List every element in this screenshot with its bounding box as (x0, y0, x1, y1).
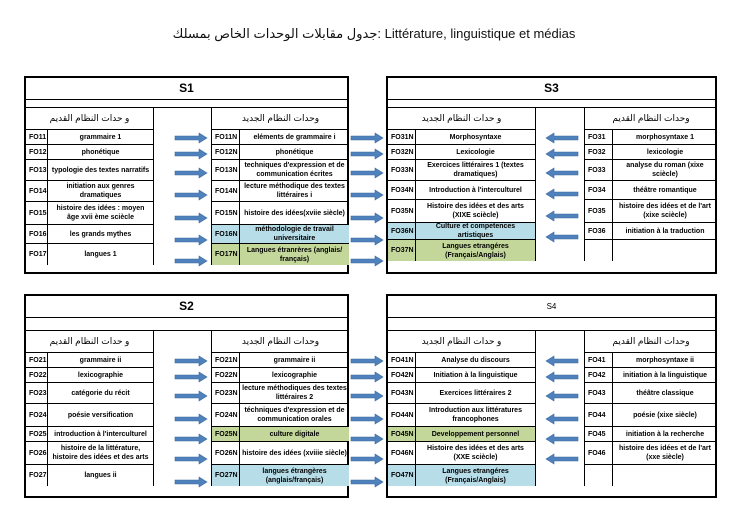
table-row (585, 181, 717, 200)
table-row (388, 465, 535, 486)
old-units-rows (585, 130, 717, 261)
table-row (212, 404, 349, 427)
arrow-right-icon (174, 371, 208, 383)
unit-name: langues ii (84, 472, 117, 479)
unit-code: FO47N (388, 465, 416, 486)
unit-name: initiation à la traduction (625, 227, 705, 235)
new-system-header: و حدات النظام الجديد (388, 108, 535, 130)
unit-code: FO35 (585, 200, 613, 222)
arrow-right-icon (350, 234, 384, 246)
unit-name: phonétique (275, 148, 314, 156)
table-row (26, 145, 153, 160)
table-row (212, 202, 349, 225)
arrow-left-icon (545, 433, 579, 445)
unit-code: FO12N (212, 145, 240, 159)
new-units-rows (212, 353, 349, 486)
spacer-row (388, 100, 715, 108)
unit-name: histoire des idées et de l'art (xixe sciècle) (619, 203, 711, 219)
table-row (585, 404, 717, 427)
arrow-left-icon (545, 132, 579, 144)
table-row (388, 383, 535, 404)
table-row (388, 404, 535, 427)
unit-code: FO11N (212, 130, 240, 144)
table-row (212, 145, 349, 160)
table-row (26, 368, 153, 383)
unit-name: grammaire ii (273, 356, 316, 364)
unit-name (613, 465, 717, 486)
old-units-rows (26, 353, 153, 486)
unit-code: FO17N (212, 244, 240, 265)
arrow-left-icon (545, 390, 579, 402)
table-row (212, 244, 349, 265)
unit-name: Exercices littéraires 1 (textes dramatiques) (427, 162, 524, 178)
unit-name: Langues etrangéres (Français/Anglais) (416, 240, 535, 261)
unit-code: FO33N (388, 160, 416, 180)
unit-name: morphosyntaxe ii (636, 356, 694, 364)
spacer-row (388, 318, 715, 331)
unit-name: Langues étranrères (anglais/ français) (240, 244, 349, 265)
unit-name: histoire des idées : moyen âge xvii ème sciècle (56, 205, 145, 221)
unit-name: initiation aux genres dramatiques (66, 183, 135, 199)
unit-name: Culture et competences artistiques (416, 223, 535, 239)
unit-code: FO31N (388, 130, 416, 144)
unit-code: FO21 (26, 353, 48, 367)
table-row (26, 160, 153, 181)
unit-name: Histoire des idées et des arts (XXE sciècle) (427, 445, 524, 461)
arrow-right-icon (350, 132, 384, 144)
unit-name: Analyse du discours (441, 356, 510, 364)
unit-name: téchniques d'expression et de communication orales (244, 407, 345, 423)
table-row (26, 465, 153, 486)
unit-code: FO41 (585, 353, 613, 367)
arrow-left-icon (545, 148, 579, 160)
table-row (585, 465, 717, 486)
table-row (585, 427, 717, 442)
unit-name: poésie versification (67, 411, 134, 419)
unit-code: FO25N (212, 427, 240, 441)
new-units-table (388, 108, 536, 261)
unit-name: histoire des idées et de l'art (xxe siècle) (619, 445, 711, 461)
table-row (212, 442, 349, 465)
arrow-right-icon (174, 433, 208, 445)
table-row (212, 383, 349, 404)
table-row (585, 368, 717, 383)
table-row (212, 181, 349, 202)
unit-code: FO37N (388, 240, 416, 261)
unit-code: FO45N (388, 427, 416, 441)
table-row (26, 353, 153, 368)
unit-name: Lexicologie (456, 148, 495, 156)
table-row (585, 145, 717, 160)
unit-code: FO46N (388, 442, 416, 464)
arrow-right-icon (350, 476, 384, 488)
table-row (388, 442, 535, 465)
old-system-header: و حدات النظام القديم (26, 108, 153, 130)
unit-code: FO32N (388, 145, 416, 159)
arrow-right-icon (174, 453, 208, 465)
unit-code: FO33 (585, 160, 613, 180)
unit-name: grammaire ii (79, 356, 122, 364)
unit-code: FO35N (388, 200, 416, 222)
arrow-right-icon (174, 189, 208, 201)
unit-code: FO43 (585, 383, 613, 403)
unit-name: Histoire des idées et des arts (XIXE sciècle) (427, 203, 524, 219)
unit-code: FO41N (388, 353, 416, 367)
arrow-left-icon (545, 413, 579, 425)
unit-code: FO34 (585, 181, 613, 199)
unit-name: théâtre classique (636, 389, 694, 397)
unit-code: FO12 (26, 145, 48, 159)
unit-name: Langues etrangéres (Français/Anglais) (416, 465, 535, 486)
semester-label: S3 (388, 78, 715, 100)
old-units-table (26, 331, 154, 486)
arrow-right-icon (174, 255, 208, 267)
unit-name: Exercices littéraires 2 (439, 389, 512, 397)
unit-name: langues étrangères (anglais/français) (240, 465, 349, 486)
table-row (212, 465, 349, 486)
arrow-right-icon (350, 413, 384, 425)
unit-name: Developpement personnel (416, 427, 535, 441)
unit-code: FO26 (26, 442, 48, 464)
new-units-table (211, 331, 349, 486)
unit-code: FO36N (388, 223, 416, 239)
arrow-right-icon (350, 167, 384, 179)
arrow-right-icon (350, 189, 384, 201)
arrow-right-icon (174, 148, 208, 160)
table-row (26, 383, 153, 404)
unit-code: FO13 (26, 160, 48, 180)
new-units-rows (388, 130, 535, 261)
arrow-right-icon (174, 234, 208, 246)
unit-code: FO15 (26, 202, 48, 224)
unit-code (585, 240, 613, 261)
table-row (212, 353, 349, 368)
unit-name: grammaire 1 (79, 133, 122, 141)
unit-name: lecture méthodiques des textes littéraires 2 (242, 385, 347, 401)
arrow-left-icon (545, 210, 579, 222)
unit-code (585, 465, 613, 486)
arrow-right-icon (350, 453, 384, 465)
unit-name: théâtre romantique (633, 186, 697, 194)
unit-name: lecture méthodique des textes littéraires i (244, 183, 345, 199)
new-system-header: وحدات النظام الجديد (212, 108, 349, 130)
table-row (212, 427, 349, 442)
unit-code: FO16 (26, 225, 48, 243)
unit-code: FO46 (585, 442, 613, 464)
unit-code: FO17 (26, 244, 48, 265)
table-row (388, 160, 535, 181)
unit-code: FO13N (212, 160, 240, 180)
unit-name: culture digitale (240, 427, 349, 441)
unit-name: initiation à la recherche (625, 430, 705, 438)
table-row (585, 353, 717, 368)
table-row (585, 240, 717, 261)
table-row (585, 130, 717, 145)
old-units-table (26, 108, 154, 265)
arrow-right-icon (174, 212, 208, 224)
table-row (585, 442, 717, 465)
arrow-left-icon (545, 167, 579, 179)
unit-name: langues 1 (84, 251, 117, 258)
unit-name: Morphosyntaxe (449, 133, 502, 141)
semester-label: S1 (26, 78, 347, 100)
arrow-left-icon (545, 371, 579, 383)
table-row (212, 160, 349, 181)
old-system-header: و حدات النظام القديم (26, 331, 153, 353)
table-row (26, 202, 153, 225)
arrow-left-icon (545, 355, 579, 367)
document-title: جدول مقابلات الوحدات الخاص بمسلك: Littérature, linguistique et médias (172, 26, 576, 41)
new-units-rows (388, 353, 535, 486)
unit-name: morphosyntaxe 1 (636, 133, 694, 141)
table-row (585, 160, 717, 181)
arrow-right-icon (174, 413, 208, 425)
unit-name: poésie (xixe siècle) (633, 411, 697, 419)
unit-name: lexicographie (77, 371, 124, 379)
unit-name: catégorie du récit (71, 389, 130, 397)
unit-name: histoire des idées (xviiie siècle) (242, 449, 347, 457)
arrow-right-icon (174, 390, 208, 402)
semester-label: S2 (26, 296, 347, 318)
table-row (26, 244, 153, 265)
spacer-row (26, 100, 347, 108)
table-row (212, 130, 349, 145)
unit-name: Initiation à la linguistique (433, 371, 518, 379)
unit-code: FO24N (212, 404, 240, 426)
unit-code: FO25 (26, 427, 48, 441)
unit-code: FO22 (26, 368, 48, 382)
unit-name: Introduction aux littératures francophones (429, 407, 522, 423)
unit-name: introduction à l'interculturel (54, 430, 147, 438)
table-row (388, 145, 535, 160)
unit-name: phonétique (81, 148, 120, 156)
unit-name (613, 240, 717, 261)
arrow-right-icon (350, 390, 384, 402)
unit-name: histoire de la littérature, histoire des idées et des arts (52, 445, 149, 461)
unit-code: FO11 (26, 130, 48, 144)
table-row (388, 223, 535, 240)
table-row (26, 130, 153, 145)
arrow-left-icon (545, 453, 579, 465)
spacer-row (26, 318, 347, 331)
arrow-right-icon (350, 355, 384, 367)
unit-code: FO44N (388, 404, 416, 426)
unit-code: FO36 (585, 223, 613, 239)
unit-code: FO23N (212, 383, 240, 403)
new-units-table (211, 108, 349, 265)
arrow-right-icon (350, 433, 384, 445)
unit-code: FO26N (212, 442, 240, 464)
unit-code: FO24 (26, 404, 48, 426)
old-units-table (584, 108, 717, 261)
new-units-rows (212, 130, 349, 265)
unit-name: histoire des idées(xviie siècle) (244, 209, 345, 217)
table-row (388, 427, 535, 442)
unit-code: FO31 (585, 130, 613, 144)
unit-code: FO42N (388, 368, 416, 382)
arrow-right-icon (350, 255, 384, 267)
unit-code: FO27 (26, 465, 48, 486)
table-row (212, 225, 349, 244)
unit-code: FO45 (585, 427, 613, 441)
old-system-header: وحدات النظام القديم (585, 331, 717, 353)
unit-code: FO16N (212, 225, 240, 243)
arrow-right-icon (350, 148, 384, 160)
arrow-right-icon (350, 212, 384, 224)
table-row (388, 130, 535, 145)
table-row (388, 353, 535, 368)
table-row (388, 240, 535, 261)
unit-code: FO21N (212, 353, 240, 367)
table-row (26, 181, 153, 202)
old-units-rows (585, 353, 717, 486)
unit-code: FO32 (585, 145, 613, 159)
arrow-right-icon (174, 132, 208, 144)
arrow-right-icon (350, 371, 384, 383)
unit-code: FO43N (388, 383, 416, 403)
unit-name: méthodologie de travail universitaire (240, 225, 349, 243)
unit-code: FO42 (585, 368, 613, 382)
unit-name: analyse du roman (xixe sciècle) (626, 162, 704, 178)
new-units-table (388, 331, 536, 486)
table-row (388, 368, 535, 383)
unit-name: lexicographie (271, 371, 318, 379)
semester-label: S4 (388, 296, 715, 318)
table-row (26, 442, 153, 465)
unit-code: FO44 (585, 404, 613, 426)
unit-code: FO14 (26, 181, 48, 201)
arrow-right-icon (174, 476, 208, 488)
arrow-left-icon (545, 231, 579, 243)
unit-name: les grands mythes (69, 230, 132, 238)
unit-code: FO14N (212, 181, 240, 201)
unit-name: typologie des textes narratifs (51, 166, 150, 174)
arrow-right-icon (174, 167, 208, 179)
old-units-rows (26, 130, 153, 265)
unit-code: FO27N (212, 465, 240, 486)
unit-name: eléments de grammaire i (253, 133, 336, 141)
unit-name: initiation à la linguistique (622, 371, 707, 379)
table-row (585, 383, 717, 404)
table-row (212, 368, 349, 383)
table-row (585, 200, 717, 223)
arrow-left-icon (545, 188, 579, 200)
unit-code: FO22N (212, 368, 240, 382)
table-row (26, 404, 153, 427)
unit-name: lexicologie (646, 148, 684, 156)
table-row (388, 200, 535, 223)
old-system-header: وحدات النظام القديم (585, 108, 717, 130)
table-row (26, 427, 153, 442)
unit-name: techniques d'expression et de communication écrites (244, 162, 345, 178)
table-row (26, 225, 153, 244)
unit-name: Introduction à l'interculturel (429, 186, 522, 194)
unit-code: FO23 (26, 383, 48, 403)
new-system-header: و حدات النظام الجديد (388, 331, 535, 353)
table-row (585, 223, 717, 240)
unit-code: FO15N (212, 202, 240, 224)
old-units-table (584, 331, 717, 486)
new-system-header: وحدات النظام الجديد (212, 331, 349, 353)
unit-code: FO34N (388, 181, 416, 199)
table-row (388, 181, 535, 200)
arrow-right-icon (174, 355, 208, 367)
